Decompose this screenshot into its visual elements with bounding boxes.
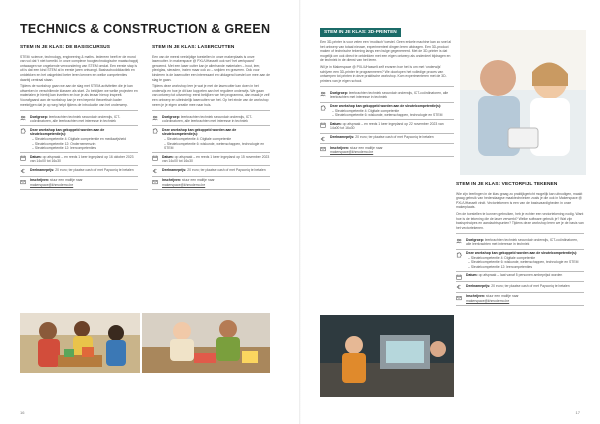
detail-text [466, 273, 562, 280]
detail-row [20, 153, 138, 166]
detail-label: Inschrijven: [466, 294, 486, 299]
details-list [152, 110, 270, 190]
competence-item: – Sleutelcompetentie 6: wiskunde, wetenschappen, technologie en STEM [164, 142, 270, 151]
paragraph: Wil je in Makerspace @ PXL/UHasselt zelf ervaren hoe het is om met ‘onderwijs’ schijven een 3D-printer te programmeren? We doorlopen het volledige proces van ontwerpen tot printen in deze praktische workshop. Kom experimenteren met de 3D-printers van je eigen school. [320, 64, 447, 83]
detail-value: stuur een mailtje naar [485, 294, 519, 299]
detail-label: Inschrijven: [330, 145, 350, 150]
detail-label: Datum: [330, 121, 343, 126]
detail-text [30, 178, 83, 187]
competence-item: – Sleutelcompetentie 4: Digitale competentie [332, 109, 442, 114]
detail-value: stuur een mailtje naar [349, 145, 383, 150]
section-heading-bar [320, 28, 401, 37]
competence-item: – Sleutelcompetentie 12: leercompetenties [468, 265, 578, 270]
detail-label: Deze workshop kan gekoppeld worden aan de sleutelcompetentie(s): [162, 127, 237, 137]
detail-text [466, 284, 570, 291]
paragraph: Tijdens deze workshop leer je wat je met de lasercutter kan doen in het onderwijs en hoe je dit kan koppelen aan het reguliere onderwijs. We gaan van ontwerp tot uitvoering: eerst bekijken we het programma, dan maak je zelf een ontwerp en uiteindelijk lasercutten we het. Op het einde van de workshop neem je je eigen creatie mee naar huis. [152, 84, 270, 107]
email-link[interactable]: makerspace@khmcdemo.be [30, 183, 74, 188]
detail-text [330, 91, 454, 100]
detail-label: Datum: [30, 154, 43, 159]
detail-row [20, 177, 138, 190]
group-icon [152, 115, 158, 121]
email-link[interactable]: makerspace@khmcdemo.be [466, 299, 510, 303]
detail-value: leerkrachten techniek secundair onderwijs, ICT-coördinatoren, alle leerkrachten met interesse in techniek [162, 114, 253, 124]
photo-workshop-table [142, 313, 270, 373]
paragraph: Wie zijn leerlingen in de klas graag zo praktijkgericht mogelijk kan uitnodigen, maakt graag gebruik van hedendaagse maaktechnieken zoals je die ook in Makerspace @ PXL/UHasselt vindt. Vectortekenen is een van de basisvaardigheden in onze makerplaats. [456, 191, 583, 210]
detail-value: 20 euro; ter plaatse cash of met Payconiq te betalen [187, 167, 266, 172]
mail-icon [152, 179, 158, 185]
competence-item: – Sleutelcompetentie 6: wiskunde, wetenschappen, technologie en STEM [468, 260, 578, 265]
detail-row [320, 134, 454, 145]
detail-row [20, 113, 138, 126]
section-heading: STEM IN JE KLAS: DE BASISCURSUS [20, 45, 110, 50]
detail-text [162, 168, 266, 175]
detail-text [30, 128, 138, 151]
paragraph: Een 3D-printer is voor velen een ‘modisch’ toestel. Geen enkele machine kan zo snel al het ontwerp van totaal nieuwe, experimenteel dingen leren uitdragen. Een 3D-product maken of technische tekening langs een bulge gegenereerd. Met de 3D-printer is dat mogelijk om ook direct te ontdekken met een eigen ontwerp als onderdeel bijdragen en de techniek in de dienst van het leren. [320, 40, 452, 63]
puzzle-icon [456, 252, 462, 258]
detail-text [330, 135, 434, 142]
section-basiscursus [20, 46, 138, 190]
detail-row [320, 89, 454, 102]
photo-children-3d-print [460, 30, 586, 175]
detail-value: op afspraak – en reeds 1 keer ingepland op 15 november 2023 van 14u00 tot 16u30 [162, 154, 270, 164]
detail-text [330, 146, 383, 155]
page-number: 16 [20, 410, 25, 415]
photo-kids-building [20, 313, 140, 373]
detail-label: Deelnameprijs: [330, 135, 356, 139]
detail-text [466, 238, 584, 247]
detail-row [152, 166, 270, 177]
mail-icon [320, 146, 326, 152]
detail-text [162, 155, 270, 164]
euro-icon [456, 284, 462, 290]
competence-item: – Sleutelcompetentie 12: leercompetenties [32, 146, 138, 151]
detail-label: Inschrijven: [162, 178, 182, 183]
detail-text [162, 115, 270, 124]
detail-label: Deze workshop kan gekoppeld worden aan de sleutelcompetentie(s): [466, 251, 578, 256]
detail-label: Datum: [162, 154, 175, 159]
detail-row [456, 250, 584, 272]
detail-label: Doelgroep: [466, 237, 485, 242]
competence-list [330, 109, 442, 118]
euro-icon [152, 168, 158, 174]
detail-label: Doelgroep: [330, 90, 349, 95]
detail-label: Inschrijven: [30, 178, 50, 183]
group-icon [320, 91, 326, 97]
email-link[interactable]: makerspace@khmcdemo.be [330, 150, 374, 155]
detail-row [320, 144, 454, 157]
detail-value: op afspraak – en reeds 1 keer ingepland op 16 oktober 2023 van 14u00 tot 16u30 [30, 154, 134, 164]
detail-label: Deze workshop kan gekoppeld worden aan de sleutelcompetentie(s): [330, 104, 442, 109]
page-number: 17 [575, 410, 580, 415]
section-3d-printen [320, 40, 454, 157]
details-list [20, 110, 138, 190]
section-lasercutten [152, 46, 270, 190]
group-icon [456, 238, 462, 244]
page-title: TECHNICS & CONSTRUCTION & GREEN [20, 22, 271, 36]
detail-label: Doelgroep: [162, 114, 181, 119]
detail-row [456, 236, 584, 249]
detail-label: Deze workshop kan gekoppeld worden aan de sleutelcompetentie(s): [30, 127, 105, 137]
competence-item: – Sleutelcompetentie 6: wiskunde, wetenschappen, technologie en STEM [332, 113, 442, 118]
competence-list [466, 256, 578, 270]
paragraph: STEM: science, technology, engineering & maths. Iedereen heeft er de mond van vol dat ‘t niet toereikt. In onze complexe hoogtechnologische maatschappij ontwaagen we ongekende verwondering van STEM omdat. Een eerste stap is uit is dat een kind STEM al in eerste jaren ontvangt. Basisschooldidactiek en ontdekken en het vakgebied beter leren kennen en welke competenties daarbij centraal staan. [20, 54, 138, 82]
detail-value: op afspraak – laat vanaf 5 personen ambeprijsd worden [478, 273, 563, 278]
competence-item: – Sleutelcompetentie 4: Digitale competentie [164, 137, 270, 142]
puzzle-icon [320, 105, 326, 111]
detail-row [456, 293, 584, 306]
detail-text [466, 294, 519, 303]
detail-row [20, 126, 138, 153]
detail-value: leerkrachten techniek secundair onderwijs, ICT-coördinatoren, alle leerkrachten met interesse in techniek [30, 114, 121, 124]
detail-label: Datum: [466, 273, 479, 278]
detail-label: Deelnameprijs: [162, 167, 188, 172]
detail-row [320, 103, 454, 121]
detail-row [456, 282, 584, 293]
section-heading: STEM IN JE KLAS: VECTORFIJL TEKENEN [456, 182, 558, 187]
detail-text [466, 251, 578, 269]
mail-icon [456, 295, 462, 301]
detail-row [152, 177, 270, 190]
detail-text [162, 178, 215, 187]
detail-text [30, 115, 138, 124]
puzzle-icon [152, 128, 158, 134]
group-icon [20, 115, 26, 121]
detail-row [320, 120, 454, 133]
right-page [300, 0, 600, 424]
calendar-icon [20, 155, 26, 161]
euro-icon [320, 136, 326, 142]
section-vectortekenen [456, 183, 584, 306]
detail-text [30, 155, 138, 164]
detail-row [152, 153, 270, 166]
competence-list [30, 137, 138, 151]
paragraph: Tijdens de workshop gaan we aan de slag met STEM-activiteiten die je kan uitwerken in verschillende klassen als start. Zo bekijken we welke projecten en materialen je hierbij kan inzetten en hoe je als leraar hierop inspeelt. Voorafgaand aan de workshop kan je een beperkt theoretisch kader meekrijgen dat je op weg helpt tijdens de introductie van het onderwerp. [20, 84, 138, 107]
detail-row [20, 166, 138, 177]
detail-label: Doelgroep: [30, 114, 49, 119]
details-list [456, 233, 584, 306]
detail-row [152, 126, 270, 153]
detail-value: 20 euro; ter plaatse cash of met Payconiq te betalen [55, 167, 134, 172]
detail-value: op afspraak – en reeds 1 keer ingepland op 22 november 2023 van 14u00 tot 16u30 [330, 121, 444, 131]
calendar-icon [152, 155, 158, 161]
section-heading: STEM IN JE KLAS: LASERCUTTEN [152, 45, 235, 50]
detail-label: Deelnameprijs: [30, 167, 56, 172]
detail-text [330, 122, 454, 131]
calendar-icon [320, 122, 326, 128]
mail-icon [20, 179, 26, 185]
detail-value: leerkrachten techniek secundair onderwijs, ICT-coördinatoren, alle leerkrachten met interesse in techniek [466, 237, 578, 247]
detail-value: 20 euro; ter plaatse cash of met Payconiq te betalen [355, 135, 434, 139]
puzzle-icon [20, 128, 26, 134]
detail-text [30, 168, 134, 175]
calendar-icon [456, 274, 462, 280]
detail-value: leerkrachten techniek secundair onderwijs, ICT-coördinatoren, alle leerkrachten met interesse in techniek [330, 90, 449, 100]
detail-value: 20 euro; ter plaatse cash of met Payconiq te betalen [491, 283, 570, 288]
detail-value: stuur een mailtje naar [181, 178, 215, 183]
competence-item: – Sleutelcompetentie 4: Digitale competentie en mediawijsheid [32, 137, 138, 142]
detail-text [162, 128, 270, 151]
competence-item: – Sleutelcompetentie 4: Digitale competentie [468, 256, 578, 261]
paragraph: Een van de meest veelzijdige toestellen in onze makerplaats is onze lasercutter. In makerspace @ PXL/UHasselt ook wel ‘het werkpaard’ genoemd. Met een laser cutter kan je allerhande materialen – hout, leer, plexiglas, sieraden, inzien maar ook zo – snijden en graveren. Ook voor kinderen is de lasercutter een interessant en uitdagend toestel om mee aan de slag te gaan. [152, 54, 270, 82]
section-heading: STEM IN JE KLAS: 3D-PRINTEN [324, 30, 397, 35]
competence-item: – Sleutelcompetentie 12: Ondernemerszin [32, 142, 138, 147]
photo-makerspace-lab [320, 315, 454, 397]
detail-value: stuur een mailtje naar [49, 178, 83, 183]
detail-text [330, 104, 442, 118]
detail-label: Deelnameprijs: [466, 283, 492, 288]
competence-list [162, 137, 270, 151]
detail-row [456, 272, 584, 283]
paragraph: Om de toestellen te kunnen gebruiken, heb je echter een vectortekening nodig. Want hoe is de tekening die de laser verwerkt? Welke software gebruik je? Wat zijn basisprincipes en aandachtspunten? Tijdens deze workshop leren we je de basis van het vectortekenen. [456, 211, 584, 230]
email-link[interactable]: makerspace@khmcdemo.be [162, 183, 206, 188]
details-list [320, 86, 454, 157]
euro-icon [20, 168, 26, 174]
detail-row [152, 113, 270, 126]
